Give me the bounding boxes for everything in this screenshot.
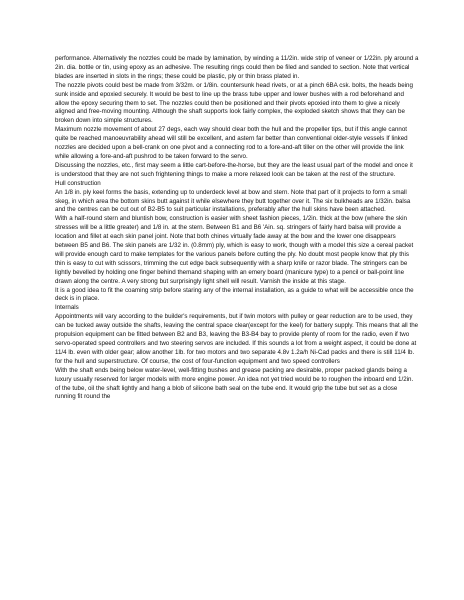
paragraph-coaming-strip: It is a good idea to fit the coaming strip before staring any of the internal installation, as a guide to what will be accessible once the deck is in place. xyxy=(55,286,414,303)
paragraph-nozzle-movement: Maximum nozzle movement of about 27 degs, each way should clear both the hull and the propeller tips, but if this angle cannot quite be reached manoeuvrability ahead will still be excellent, and astern far better than conventional older-style vessels If linked nozzles are decided upon a bell-crank on one pivot and a connecting rod to a fore-and-aft tiller on the other will provide the link while allowing a fore-and-aft pushrod to be taken forward to the servo. xyxy=(55,126,408,160)
heading-internals: Internals xyxy=(55,304,79,312)
paragraph-appointments: Appointments will vary according to the builder's requirements, but if twin motors with pulley or gear reduction are to be used, they can be tucked away outside the shafts, leaving the central space clear(except for the keel) for battery supply. This means that all the propulsion equipment can be fitted between B2 and B3, leaving the B3-B4 bay to provide plenty of room for the radio, even if two servo-operated speed controllers and two steering servos are included. If this sounds a lot from a weight aspect, it could be done at 11/4 lb. even with older gear; allow another 1lb. for two motors and two separate 4.8v 1.2a/h Ni-Cad packs and there is still 11/4 lb. for the hull and superstructure. Of course, the cost of four-function equipment and two speed controllers xyxy=(55,313,419,365)
paragraph-nozzle-lamination: performance. Alternatively the nozzles could be made by lamination, by winding a 11/2in. wide strip of veneer or 1/22in. ply around a 2in. dia. bottle or tin, using epoxy as an adhesive. The resulting rings could then be filed and sanded to section. Note that vertical blades are inserted in slots in the rings; these could be plastic, ply or thin brass plated in. xyxy=(55,55,419,80)
paragraph-shaft-ends: With the shaft ends being below water-level, well-fitting bushes and grease packing are desirable, proper packed glands being a luxury usually reserved for larger models with more engine power. An idea not yet tried would be to roughen the inboard end 1/2in. of the tube, oil the shaft lightly and hang a blob of silicone bath seal on the tube end. It would grip the tube but set as a close running fit round the xyxy=(55,366,414,401)
paragraph-keel: An 1/8 in. ply keel forms the basis, extending up to underdeck level at bow and stern. Note that part of it projects to form a small skeg, in which area the bottom skins butt against it while elsewhere they butt together over it. The six bulkheads are 1/32in. balsa and the centres can be cut out of B2-B5 to suit particular installations, preferably after the hull skins have been attached. xyxy=(55,188,411,214)
document-page xyxy=(55,55,419,402)
paragraph-nozzle-pivots: The nozzle pivots could best be made from 3/32m. or 1/8in. countersunk head rivets, or at a pinch 6BA csk. bolts, the heads being sunk inside and epoxied securely. It would be best to line up the brass tube upper and lower bushes with a rod beforehand and allow the epoxy securing them to set. The nozzles could then be positioned and their pivots epoxied into them to give a nicely aligned and free-moving mounting. Although the shaft supports look fairly complex, the exploded sketch shows that they can be broken down into simple structures. xyxy=(55,81,413,125)
heading-hull-construction: Hull construction xyxy=(55,179,101,187)
paragraph-stern-construction: With a half-round stern and bluntish bow, construction is easier with sheet fashion pieces, 1/2in. thick at the bow (where the skin stresses will be a little greater) and 1/8 in. at the stern. Between B1 and B6 'Ain. sq. stringers of fairly hard balsa will provide a location and fillet at each skin panel joint. Note that both chines virtually fade away at the bow and the lower one disappears between B5 and B6. The skin panels are 1/32 in. (0.8mm) ply, which is easy to work, though with a model this size a cereal packet will provide enough card to make templates for the various panels before cutting the ply. No doubt most people know that ply this thin is easy to cut with scissors, trimming the cut edge back subsequently with a sharp knife or razor blade. The stringers can be lightly bevelled by holding one finger behind themand shaping with an emery board (manicure type) to a pencil or ball-point line drawn along the centre. A very strong but surprisingly light shell will result. Varnish the inside at this stage. xyxy=(55,215,414,285)
paragraph-discussing-nozzles: Discussing the nozzles, etc., first may seem a little cart-before-the-horse, but they are the least usual part of the model and once it is understood that they are not such frightening things to make a more relaxed look can be taken at the rest of the structure. xyxy=(55,161,413,178)
